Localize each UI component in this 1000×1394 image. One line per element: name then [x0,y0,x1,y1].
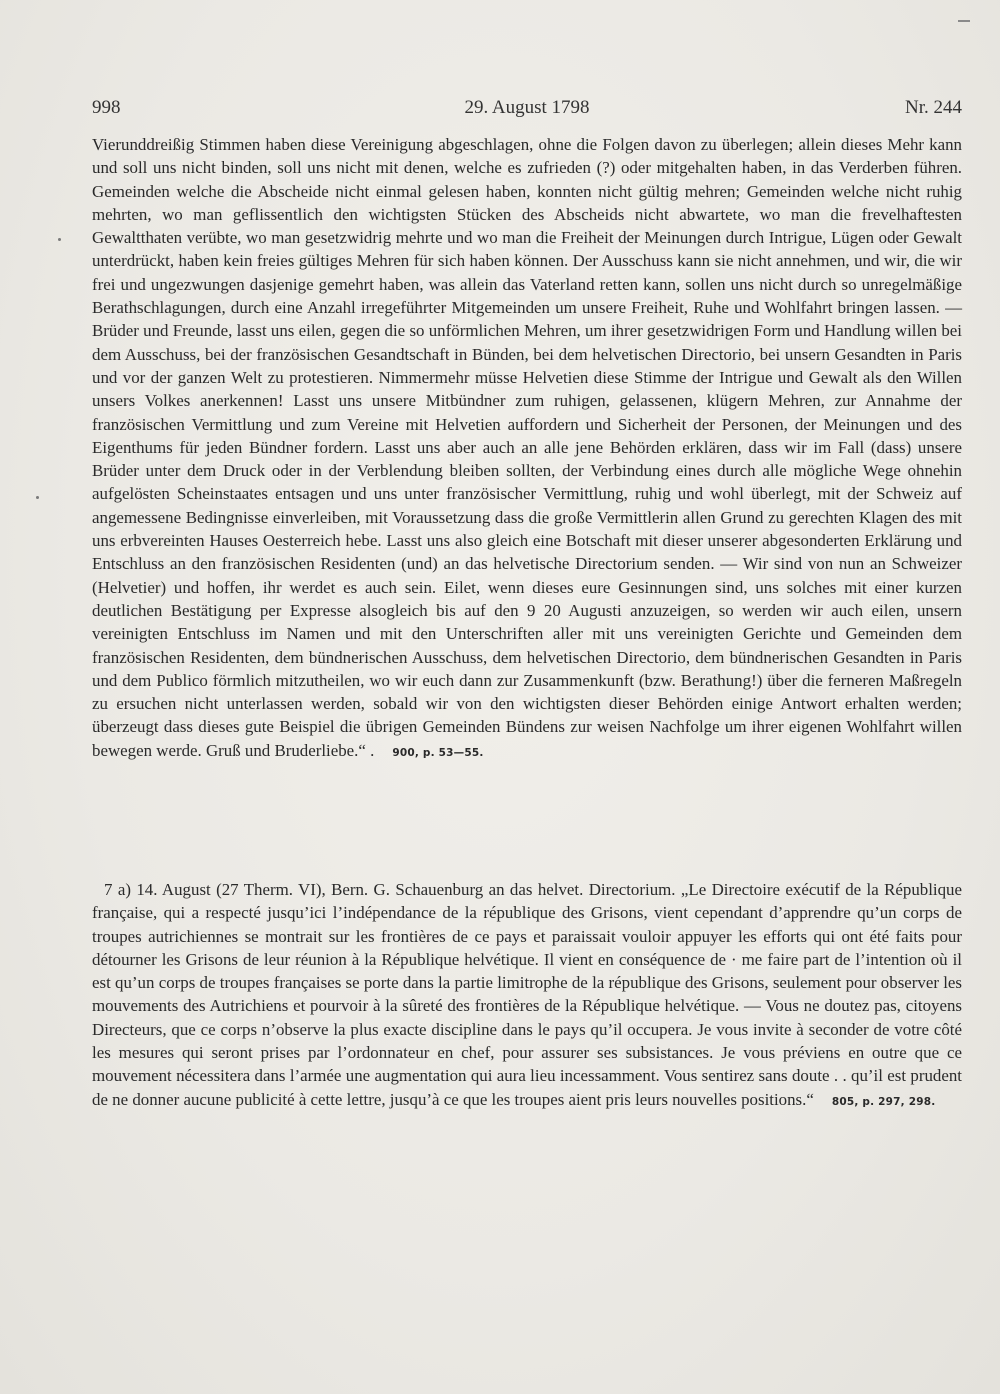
paragraph-entry-7a [92,878,962,1114]
header-date: 29. August 1798 [464,97,590,118]
page-number: 998 [92,97,121,118]
paragraph-text [92,878,962,1114]
paragraph-continuation [92,133,962,765]
source-reference: 900, p. 53—55. [392,746,484,759]
document-number: Nr. 244 [905,97,962,118]
paragraph-body: 7 a) 14. August (27 Therm. VI), Bern. G. Schauenburg an das helvet. Directorium. „Le Directoire exécutif de la République française, qui a respecté jusqu’ici l’indépendance de la république des Grisons, vient cependant d’apprendre qu’un corps de troupes autrichiennes se montrait sur les frontières de ce pays et paraissait vouloir appuyer les efforts qui ont été faits pour détourner les Grisons de leur réunion à la République helvétique. Il vient en conséquence de · me faire part de l’intention où il est qu’un corps de troupes françaises se porte dans la partie limitrophe de la république des Grisons, seulement pour observer les mouvements des Autrichiens et pourvoir à la sûreté des frontières de la République helvétique. — Vous ne doutez pas, citoyens Directeurs, que ce corps n’observe la plus exacte discipline dans le pays qu’il occupera. Je vous invite à seconder de votre côté les mesures qui seront prises par l’ordonnateur en chef, pour assurer ses subsistances. Je vous préviens en outre que ce mouvement nécessitera dans l’armée une augmentation qui aura lieu incessamment. Vous sentirez sans doute . . qu’il est prudent de ne donner aucune publicité à cette lettre, jusqu’à ce que les troupes aient pris leurs nouvelles positions.“ [92,880,962,1109]
running-header [92,97,962,121]
paragraph-text [92,133,962,765]
scan-speck [36,496,39,499]
scan-speck [58,238,61,241]
scan-mark [958,20,970,22]
paragraph-body: Vierunddreißig Stimmen haben diese Vereinigung abgeschlagen, ohne die Folgen davon zu überlegen; allein dieses Mehr kann und soll uns nicht binden, soll uns nicht mit denen, welche es zufrieden (?) oder mitgehalten haben, in das Verderben führen. Gemeinden welche die Abscheide nicht einmal gelesen haben, konnten nicht gültig mehren; Gemeinden welche nicht ruhig mehrten, wo man geflissentlich den wichtigsten Stücken des Abscheids nicht abwartete, wo man die frevelhaftesten Gewaltthaten verübte, wo man gesetzwidrig mehrte und wo man die Freiheit der Meinungen durch Intrigue, Lügen oder Gewalt unterdrückt, haben kein freies gültiges Mehren für sich haben können. Der Ausschuss kann sie nicht annehmen, und wir, die wir frei und ungezwungen dasjenige gemehrt haben, was allein das Vaterland retten kann, sollen uns nicht durch so unregelmäßige Berathschlagungen, durch eine Anzahl irregeführter Mitgemeinden um unsere Freiheit, Ruhe und Wohlfahrt bringen lassen. — Brüder und Freunde, lasst uns eilen, gegen die so unförmlichen Mehren, um ihrer gesetzwidrigen Form und Handlung willen bei dem Ausschuss, bei der französischen Gesandtschaft in Bünden, bei dem helvetischen Directorio, bei unsern Gesandten in Paris und vor der ganzen Welt zu protestieren. Nimmermehr müsse Helvetien diese Stimme der Intrigue und Gewalt als den Willen unsers Volkes anerkennen! Lasst uns unsere Mitbündner zum ruhigen, gelassenen, klügern Mehren, zur Annahme der französischen Vermittlung und zum Vereine mit Helvetien auffordern und Sicherheit der Personen, der Meinungen und des Eigenthums für jeden Bündner fordern. Lasst uns aber auch an alle jene Behörden erklären, dass wir im Fall (dass) unsere Brüder unter dem Druck oder in der Verblendung bleiben sollten, der Verbindung eines durch alle mögliche Wege ohnehin aufgelösten Scheinstaates entsagen und uns unter französischer Vermittlung, ruhig und wohl überlegt, mit der Schweiz auf angemessene Bedingnisse einverleiben, mit Voraussetzung dass die große Vermittlerin allen Grund zu gerechten Klagen des mit uns erbvereinten Hauses Oesterreich hebe. Lasst uns also gleich eine Botschaft mit dieser unserer abgesonderten Erklärung und Entschluss an den französischen Residenten (und) an das helvetische Directorium senden. — Wir sind von nun an Schweizer (Helvetier) und hoffen, ihr werdet es auch sein. Eilet, wenn dieses eure Gesinnungen sind, uns solches mit einer kurzen deutlichen Bestätigung per Expresse alsogleich bis auf den 9 20 Augusti anzuzeigen, so werden wir auch eilen, unsern vereinigten Entschluss im Namen und mit den Unterschriften aller mit uns vereinigten Gerichte und Gemeinden dem französischen Residenten, dem bündnerischen Ausschuss, dem helvetischen Directorio, dem bündnerischen Gesandten in Paris und dem Publico förmlich mitzutheilen, wo wir euch dann zur Zusammenkunft (bzw. Berathung!) über die ferneren Maßregeln zu ersuchen nicht unterlassen werden, sobald wir von den wichtigsten dieser Behörden einige Antwort erhalten werden; überzeugt dass dieses gute Beispiel die übrigen Gemeinden Bündens zur weisen Nachfolge um ihrer eigenen Wohlfahrt willen bewegen werde. Gruß und Bruderliebe.“ . [92,135,962,760]
source-reference: 805, p. 297, 298. [831,1095,936,1108]
